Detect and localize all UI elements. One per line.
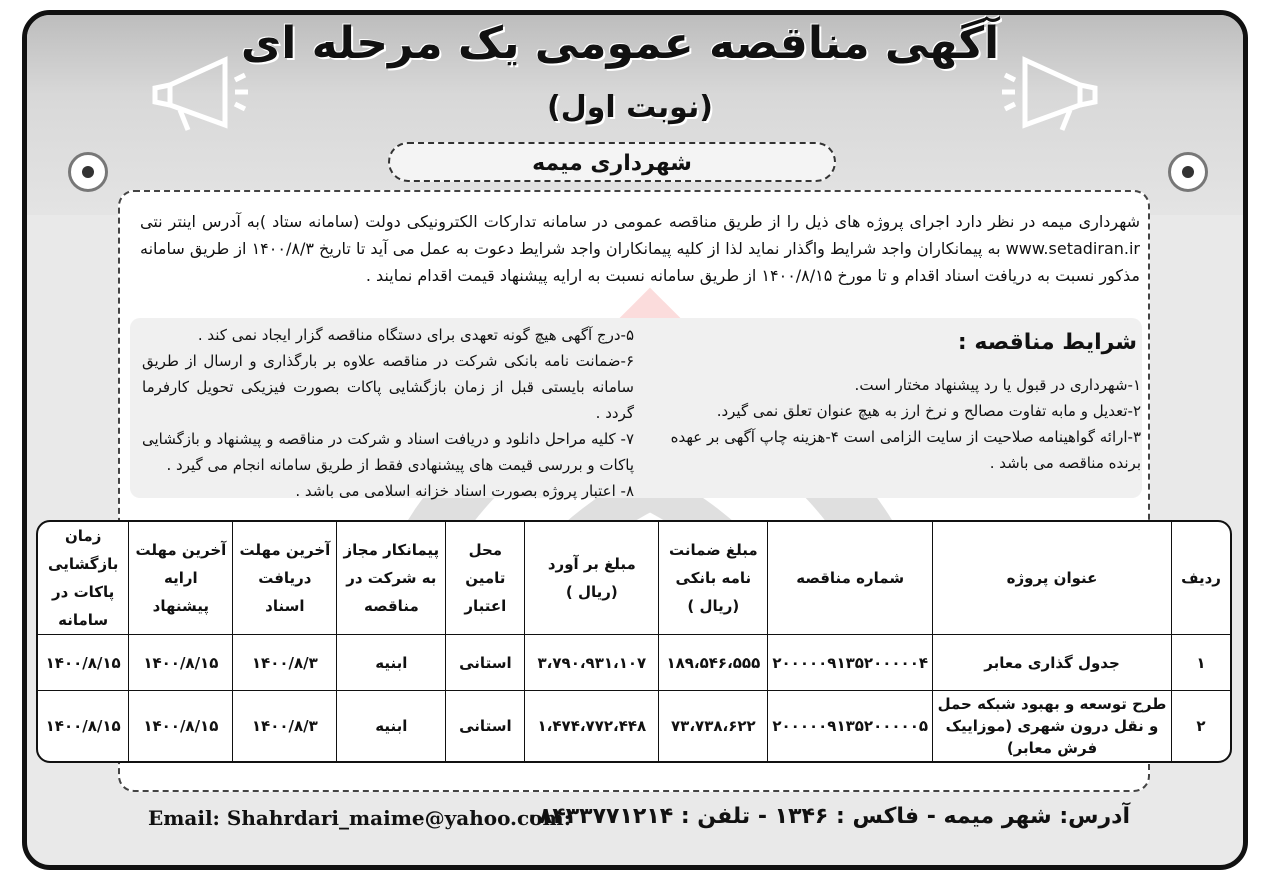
notice-title: آگهی مناقصه عمومی یک مرحله ای	[240, 18, 1000, 69]
condition-item: ۳-ارائه گواهینامه صلاحیت از سایت الزامی است ۴-هزینه چاپ آگهی بر عهده برنده مناقصه می باشد .	[670, 428, 1141, 472]
cell-contractor-type: ابنیه	[336, 635, 445, 691]
megaphone-right-icon	[1000, 30, 1110, 140]
pin-left-icon	[68, 152, 108, 192]
col-header-estimate-amount: مبلغ بر آورد (ریال )	[524, 522, 658, 635]
col-header-guarantee-amount: مبلغ ضمانت نامه بانکی (ریال )	[658, 522, 767, 635]
col-header-contractor-type: پیمانکار مجاز به شرکت در مناقصه	[336, 522, 445, 635]
cell-guarantee-amount: ۱۸۹،۵۴۶،۵۵۵	[658, 635, 767, 691]
cell-opening-time: ۱۴۰۰/۸/۱۵	[38, 635, 128, 691]
cell-contractor-type: ابنیه	[336, 691, 445, 761]
tender-table	[36, 520, 1232, 763]
col-header-offer-deadline: آخرین مهلت ارایه پیشنهاد	[128, 522, 232, 635]
cell-funding-source: استانی	[445, 635, 524, 691]
condition-item: ۱-شهرداری در قبول یا رد پیشنهاد مختار است.	[854, 376, 1141, 394]
footer-address: آدرس: شهر میمه - فاکس : ۱۳۴۶ - تلفن : ۰۸۴۳۳۷۷۱۲۱۴	[525, 804, 1130, 829]
cell-offer-deadline: ۱۴۰۰/۸/۱۵	[128, 691, 232, 761]
cell-tender-number: ۲۰۰۰۰۰۹۱۳۵۲۰۰۰۰۰۵	[767, 691, 932, 761]
megaphone-left-icon	[140, 30, 250, 140]
cell-row-number: ۱	[1171, 635, 1230, 691]
conditions-right-list	[641, 372, 1141, 476]
condition-item: ۲-تعدیل و مابه تفاوت مصالح و نرخ ارز به هیچ عنوان تعلق نمی گیرد.	[716, 402, 1141, 420]
col-header-doc-deadline: آخرین مهلت دریافت اسناد	[232, 522, 336, 635]
condition-item: ۵-درج آگهی هیچ گونه تعهدی برای دستگاه مناقصه گزار ایجاد نمی کند .	[197, 326, 634, 344]
conditions-left-list	[142, 322, 634, 504]
table-header-row	[38, 522, 1230, 635]
cell-tender-number: ۲۰۰۰۰۰۹۱۳۵۲۰۰۰۰۰۴	[767, 635, 932, 691]
footer-email: Email: Shahrdari_maime@yahoo.com:	[148, 806, 572, 830]
cell-doc-deadline: ۱۴۰۰/۸/۳	[232, 635, 336, 691]
cell-estimate-amount: ۱،۴۷۴،۷۷۲،۴۴۸	[524, 691, 658, 761]
col-header-row-number: ردیف	[1171, 522, 1230, 635]
cell-estimate-amount: ۳،۷۹۰،۹۳۱،۱۰۷	[524, 635, 658, 691]
intro-paragraph: شهرداری میمه در نظر دارد اجرای پروژه های ذیل را از طریق مناقصه عمومی در سامانه تدارکات الکترونیکی دولت (سامانه ستاد )به آدرس اینتر نتی www.setadiran.ir به پیمانکاران واجد شرایط واگذار نماید لذا از کلیه پیمانکاران واجد شرایط دعوت به عمل می آید تا تاریخ ۱۴۰۰/۸/۳ از طریق سامانه مذکور نسبت به دریافت اسناد اقدام و تا مورخ ۱۴۰۰/۸/۱۵ از طریق سامانه نسبت به ارایه پیشنهاد قیمت اقدام نمایند .	[140, 212, 1141, 285]
col-header-project-title: عنوان پروژه	[932, 522, 1171, 635]
footer	[118, 800, 1150, 842]
cell-offer-deadline: ۱۴۰۰/۸/۱۵	[128, 635, 232, 691]
cell-row-number: ۲	[1171, 691, 1230, 761]
cell-guarantee-amount: ۷۳،۷۳۸،۶۲۲	[658, 691, 767, 761]
condition-item: ۶-ضمانت نامه بانکی شرکت در مناقصه علاوه بر بارگذاری و ارسال از طریق سامانه بایستی قبل از زمان بازگشایی پاکات بصورت فیزیکی تحویل کارفرما گردد .	[142, 352, 634, 422]
col-header-funding-source: محل تامین اعتبار	[445, 522, 524, 635]
pin-right-icon	[1168, 152, 1208, 192]
table-row	[38, 691, 1230, 761]
table-row	[38, 635, 1230, 691]
cell-doc-deadline: ۱۴۰۰/۸/۳	[232, 691, 336, 761]
col-header-opening-time: زمان بازگشایی پاکات در سامانه	[38, 522, 128, 635]
cell-project-title: جدول گذاری معابر	[932, 635, 1171, 691]
notice-subtitle: (نوبت اول)	[547, 90, 713, 125]
cell-project-title: طرح توسعه و بهبود شبکه حمل و نقل درون شهری (موزاییک فرش معابر)	[932, 691, 1171, 761]
cell-opening-time: ۱۴۰۰/۸/۱۵	[45, 717, 121, 735]
organization-name: شهرداری میمه	[388, 142, 836, 182]
cell-funding-source: استانی	[445, 691, 524, 761]
condition-item: ۷- کلیه مراحل دانلود و دریافت اسناد و شرکت در مناقصه و پیشنهاد و بازگشایی پاکات و بررسی قیمت های پیشنهادی فقط از طریق سامانه انجام می گیرد .	[142, 430, 634, 474]
condition-item: ۸- اعتبار پروژه بصورت اسناد خزانه اسلامی می باشد .	[295, 482, 634, 500]
col-header-tender-number: شماره مناقصه	[767, 522, 932, 635]
conditions-title: شرایط مناقصه :	[957, 330, 1137, 355]
